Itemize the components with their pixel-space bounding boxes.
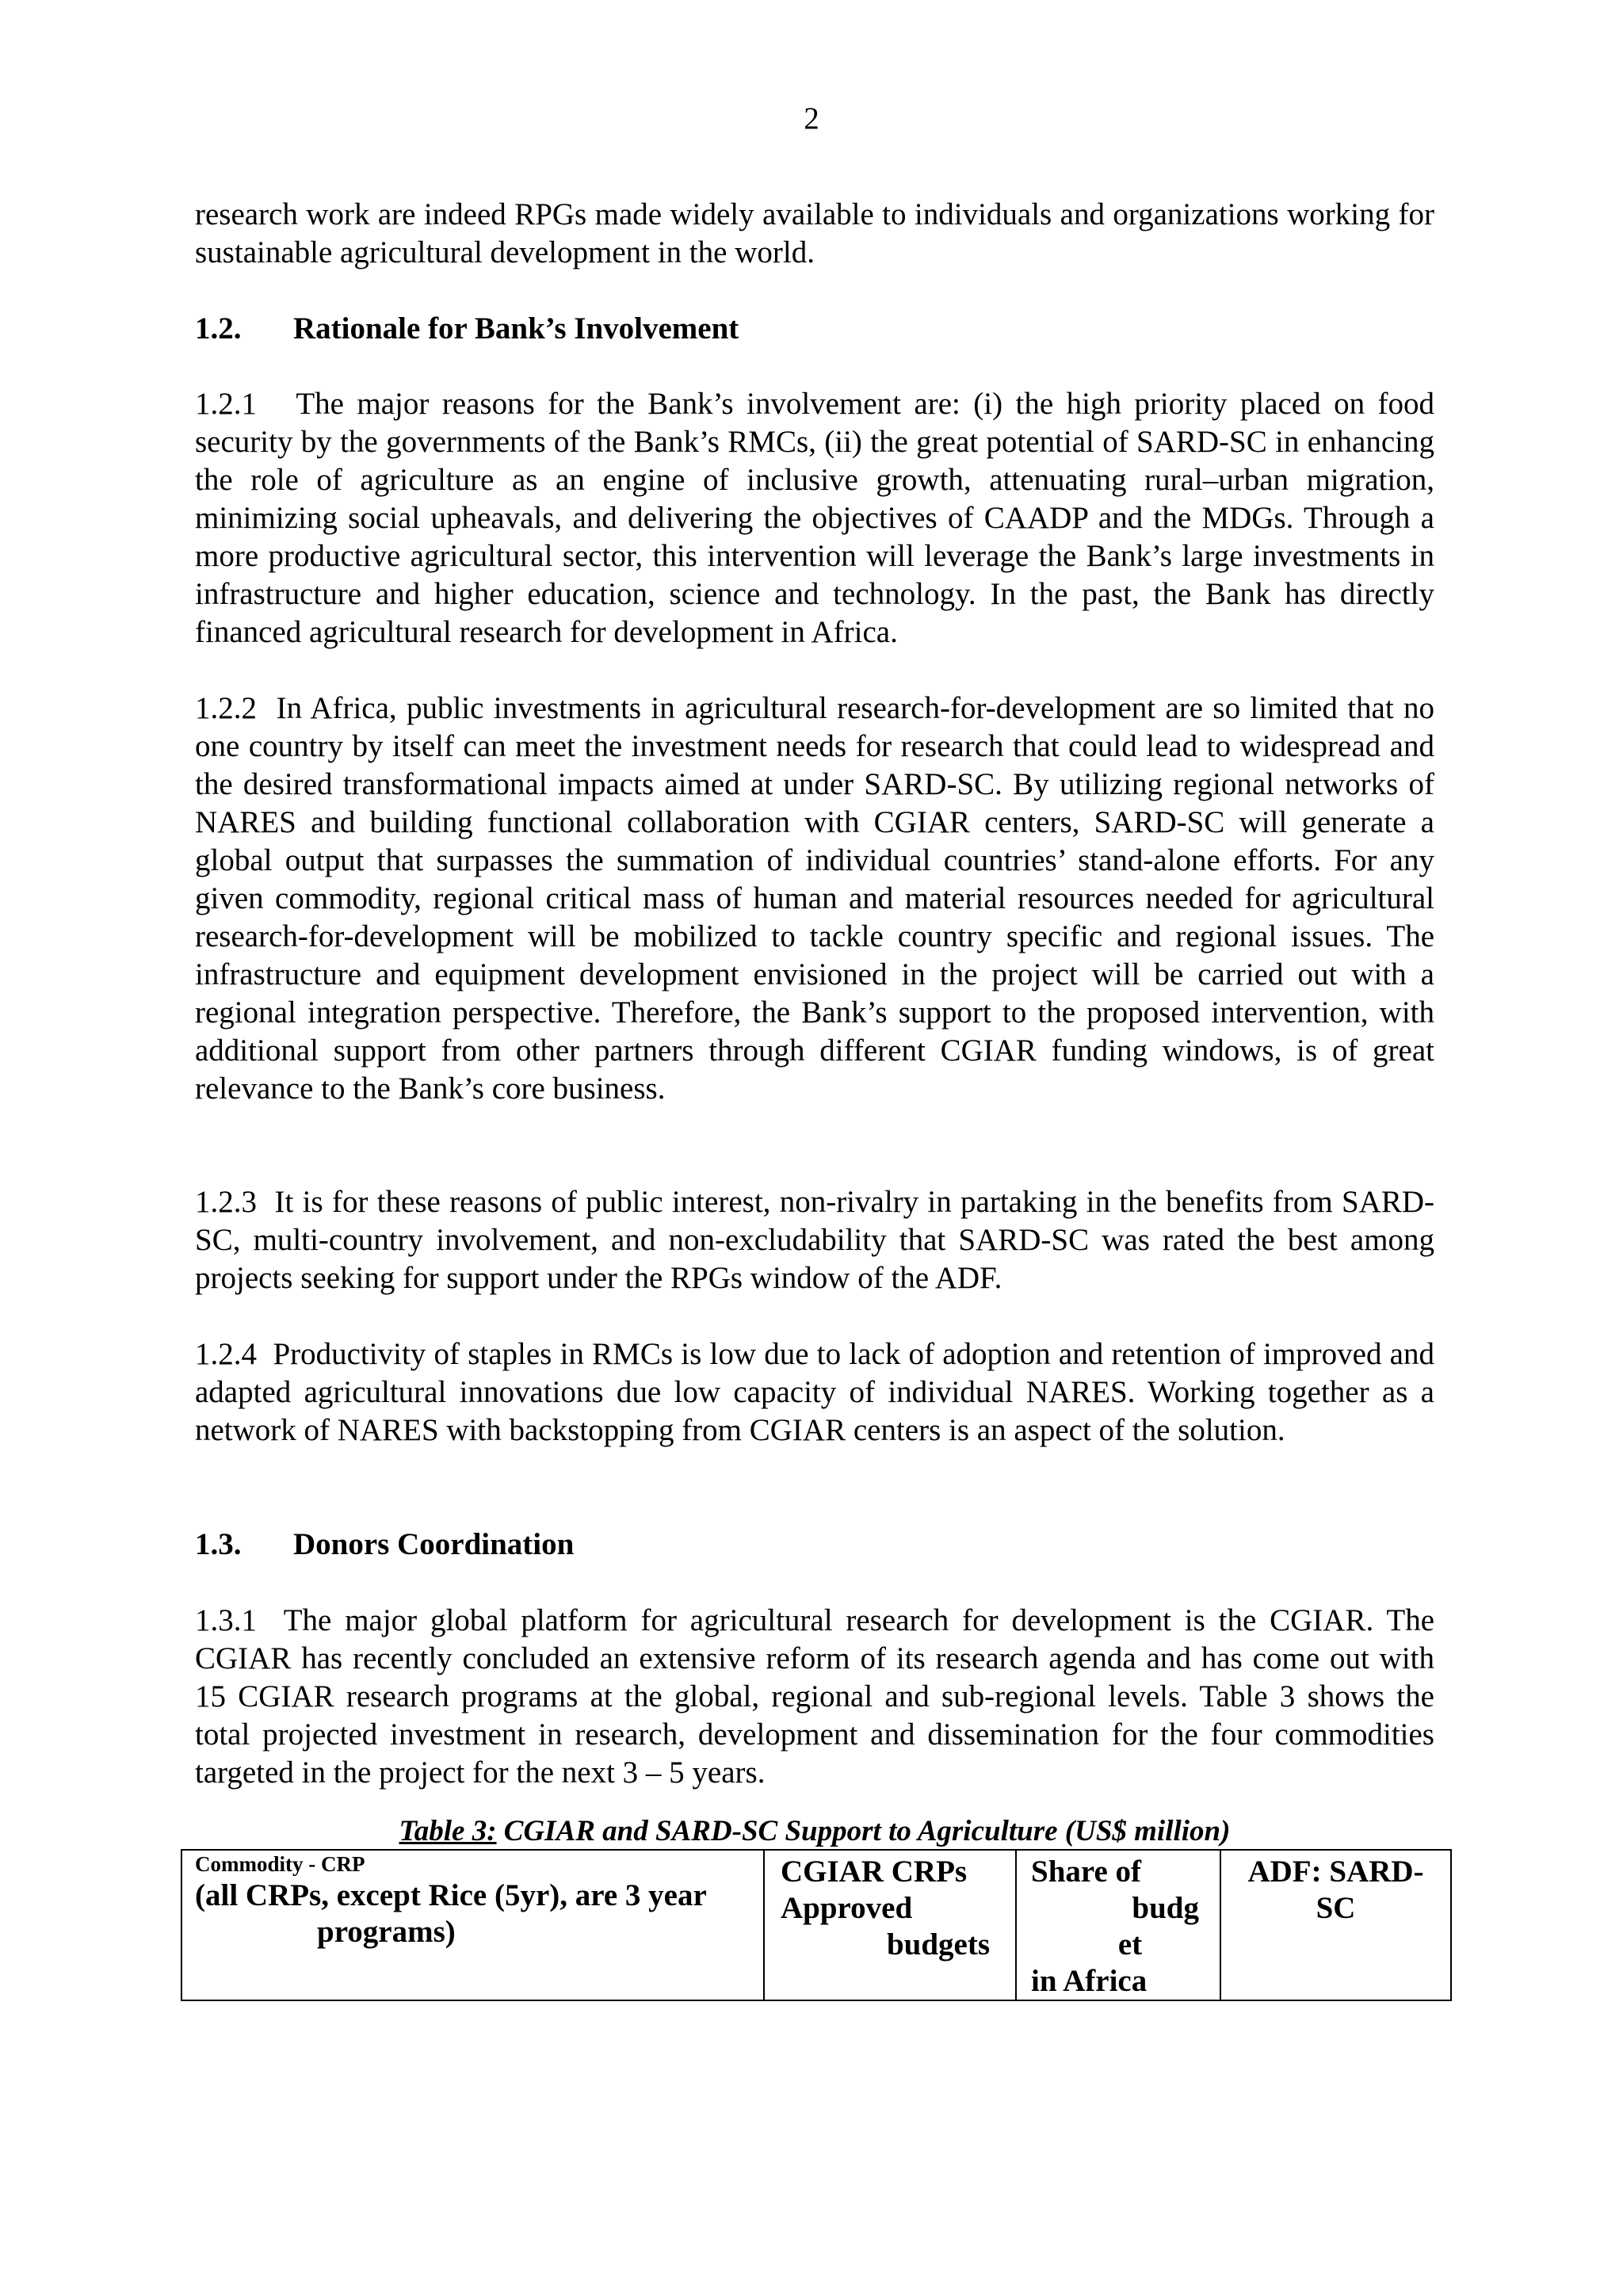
header-adf-sardsc [1220, 1850, 1451, 2000]
table-header-row [181, 1850, 1451, 2000]
header-cgiar-line1: CGIAR CRPs [781, 1855, 968, 1889]
header-share-line4: in Africa [1031, 1964, 1148, 1998]
header-adf-line2: SC [1316, 1891, 1356, 1925]
paragraph-1-2-3: 1.2.3 It is for these reasons of public interest, non-rivalry in partaking in the benefits from SARD-SC, multi-country involvement, and non-excludability that SARD-SC was rated the best among projects seeking for support under the RPGs window of the ADF. [195, 1185, 1434, 1295]
table-caption-text: CGIAR and SARD-SC Support to Agriculture (US$ million) [496, 1815, 1231, 1847]
header-share-africa [1016, 1850, 1220, 2000]
header-commodity [181, 1850, 764, 2000]
section-heading-1-2 [195, 310, 739, 348]
table-3 [181, 1849, 1452, 2001]
header-share-line3: et [1117, 1927, 1143, 1962]
section-number: 1.2. [195, 311, 242, 346]
paragraph-1-2-1: 1.2.1 The major reasons for the Bank’s involvement are: (i) the high priority placed on food security by the governments of the Bank’s RMCs, (ii) the great potential of SARD-SC in enhancing the role of agriculture as an engine of inclusive growth, attenuating rural–urban migration, minimizing social upheavals, and delivering the objectives of CAADP and the MDGs. Through a more productive agricultural sector, this intervention will leverage the Bank’s large investments in infrastructure and higher education, science and technology. In the past, the Bank has directly financed agricultural research for development in Africa. [195, 387, 1434, 649]
intro-paragraph: research work are indeed RPGs made widely available to individuals and organizations working for sustainable agricultural development in the world. [195, 197, 1434, 269]
section-title: Donors Coordination [293, 1527, 575, 1561]
table-caption [195, 1816, 1434, 1847]
header-cgiar-line3: budgets [886, 1927, 990, 1962]
header-commodity-label: Commodity - CRP [195, 1852, 365, 1876]
header-share-line2: budg [1132, 1891, 1199, 1925]
page-number: 2 [804, 101, 819, 136]
header-commodity-note-line1: (all CRPs, except Rice (5yr), are 3 year [195, 1878, 707, 1912]
table-caption-label: Table 3: [399, 1815, 497, 1847]
header-commodity-note-line2: programs) [317, 1915, 456, 1949]
header-cgiar-budgets [764, 1850, 1016, 2000]
section-title: Rationale for Bank’s Involvement [293, 311, 739, 346]
paragraph-1-2-4: 1.2.4 Productivity of staples in RMCs is low due to lack of adoption and retention of improved and adapted agricultural innovations due low capacity of individual NARES. Working together as a network of NARES with backstopping from CGIAR centers is an aspect of the solution. [195, 1337, 1434, 1447]
header-cgiar-line2: Approved [781, 1891, 913, 1925]
header-adf-line1: ADF: SARD- [1247, 1855, 1424, 1889]
paragraph-1-3-1: 1.3.1 The major global platform for agricultural research for development is the CGIAR. The CGIAR has recently concluded an extensive reform of its research agenda and has come out with 15 CGIAR research programs at the global, regional and sub-regional levels. Table 3 shows the total projected investment in research, development and dissemination for the four commodities targeted in the project for the next 3 – 5 years. [195, 1603, 1434, 1790]
paragraph-1-2-2: 1.2.2 In Africa, public investments in agricultural research-for-development are so limited that no one country by itself can meet the investment needs for research that could lead to widespread and the desired transformational impacts aimed at under SARD-SC. By utilizing regional networks of NARES and building functional collaboration with CGIAR centers, SARD-SC will generate a global output that surpasses the summation of individual countries’ stand-alone efforts. For any given commodity, regional critical mass of human and material resources needed for agricultural research-for-development will be mobilized to tackle country specific and regional issues. The infrastructure and equipment development envisioned in the project will be carried out with a regional integration perspective. Therefore, the Bank’s support to the proposed intervention, with additional support from other partners through different CGIAR funding windows, is of great relevance to the Bank’s core business. [195, 691, 1434, 1106]
header-share-line1: Share of [1031, 1855, 1142, 1889]
section-heading-1-3 [195, 1526, 574, 1564]
section-number: 1.3. [195, 1527, 242, 1561]
